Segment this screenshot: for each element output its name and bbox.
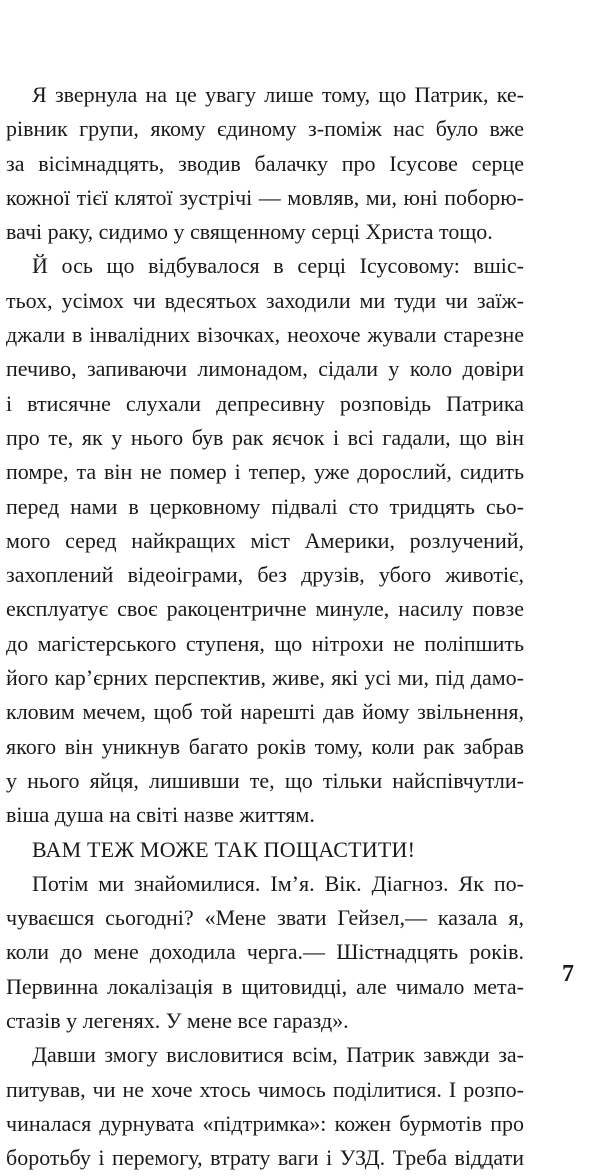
text-line: вачі раку, сидимо у священному серці Христа тощо.	[6, 219, 493, 245]
text-line: його кар’єрних перспектив, живе, які усі ми, під дамо-	[6, 665, 524, 691]
text-line: Й ось що відбувалося в серці Ісусовому: вшіс-	[32, 253, 524, 279]
text-line: і втисячне слухали депресивну розповідь Патрика	[6, 390, 524, 416]
text-line: до магістерського ступеня, що нітрохи не поліпшить	[6, 630, 524, 656]
text-line: віша душа на світі назве життям.	[6, 802, 315, 828]
text-line: Я звернула на це увагу лише тому, що Патрик, ке-	[32, 82, 524, 107]
text-line: чуваєшся сьогодні? «Мене звати Гейзел,— казала я,	[6, 905, 524, 931]
text-line: помре, та він не помер і тепер, уже дорослий, сидить	[6, 459, 524, 485]
text-line: чиналася дурнувата «підтримка»: кожен бурмотів про	[6, 1110, 524, 1136]
text-line: рівник групи, якому єдиному з-поміж нас було вже	[6, 116, 524, 142]
text-line: коли до мене доходила черга.— Шістнадцять років.	[6, 939, 524, 965]
text-line: Первинна локалізація в щитовидці, але чимало мета-	[6, 973, 524, 999]
text-line: за вісімнадцять, зводив балачку про Ісусове серце	[6, 150, 524, 176]
text-line: у нього яйця, лишивши те, що тільки найспівчутли-	[6, 767, 524, 793]
text-line: кожної тієї клятої зустрічі — мовляв, ми, юні поборю-	[6, 184, 524, 210]
section-heading: ВАМ ТЕЖ МОЖЕ ТАК ПОЩАСТИТИ!	[32, 836, 416, 862]
text-line: Давши змогу висловитися всім, Патрик завжди за-	[32, 1042, 524, 1068]
text-line: експлуатує своє ракоцентричне минуле, насилу повзе	[6, 596, 524, 622]
text-line: Потім ми знайомилися. Ім’я. Вік. Діагноз. Як по-	[32, 870, 524, 896]
text-line: захоплений відеоіграми, без друзів, убого животіє,	[6, 562, 524, 588]
text-line: мого серед найкращих міст Америки, розлучений,	[6, 527, 524, 553]
text-line: якого він уникнув багато років тому, коли рак забрав	[6, 733, 524, 759]
body-text	[6, 78, 524, 1176]
text-line: тьох, усімох чи вдесятьох заходили ми туди чи заїж-	[6, 287, 524, 313]
text-line: перед нами в церковному підвалі сто тридцять сьо-	[6, 493, 524, 519]
text-line: боротьбу і перемогу, втрату ваги і УЗД. Треба віддати	[6, 1145, 524, 1171]
text-line: про те, як у нього був рак яєчок і всі гадали, що він	[6, 424, 524, 450]
text-line: стазів у легенях. У мене все гаразд».	[6, 1008, 349, 1034]
text-line: джали в інвалідних візочках, неохоче жували старезне	[6, 322, 524, 348]
text-line: питував, чи не хоче хтось чимось поділитися. І розпо-	[6, 1076, 524, 1102]
page-number: 7	[562, 961, 574, 987]
text-line: кловим мечем, щоб той нарешті дав йому звільнення,	[6, 699, 524, 725]
text-line: печиво, запиваючи лимонадом, сідали у коло довіри	[6, 356, 524, 382]
